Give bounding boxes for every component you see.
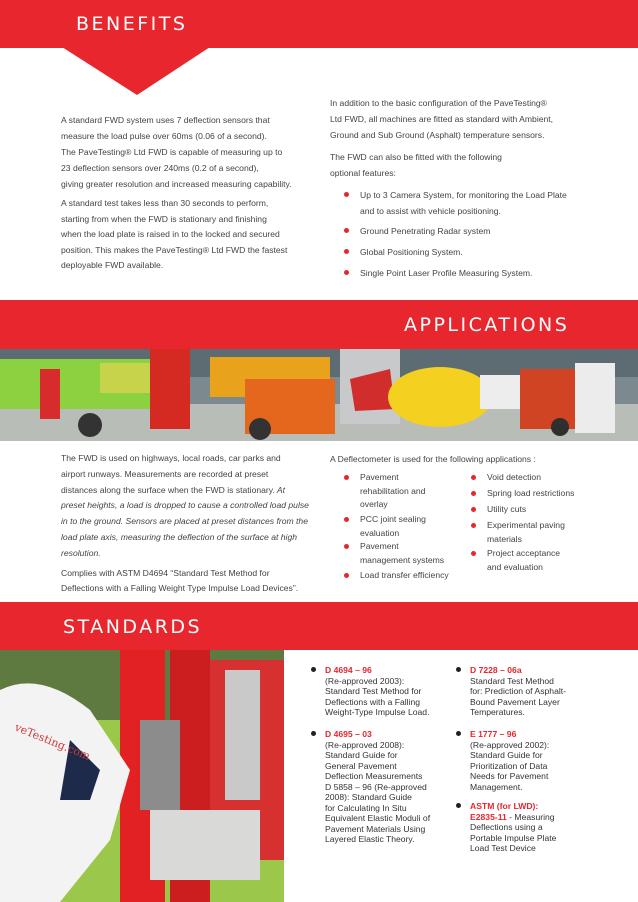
- bullet-text: Pavement: [360, 541, 399, 551]
- bullet-text: PCC joint sealing: [360, 514, 426, 524]
- bullet-text: Global Positioning System.: [360, 247, 463, 257]
- standard-line: Layered Elastic Theory.: [325, 834, 415, 844]
- paragraph-line: position. This makes the PaveTesting® Ltd FWD the fastest: [61, 244, 288, 255]
- standard-line: Standard Guide for: [325, 750, 398, 760]
- bullet-item: [487, 471, 607, 485]
- standard-code: D 4694 – 96: [325, 665, 372, 675]
- standard-line: Deflection Measurements: [325, 771, 423, 781]
- paragraph-line: The FWD can also be fitted with the following: [330, 152, 502, 162]
- photo-shirt-text: veTesting.com: [12, 720, 93, 763]
- bullet-text: Up to 3 Camera System, for monitoring the Load Plate: [360, 190, 567, 200]
- bullet-item: [360, 245, 610, 261]
- bullet-item: [360, 266, 610, 282]
- bullet-dot: [471, 475, 476, 480]
- standards-heading: STANDARDS: [63, 616, 203, 638]
- bullet-text: evaluation: [360, 527, 400, 538]
- bullet-dot: [311, 667, 316, 672]
- bullet-item: [360, 569, 465, 583]
- standard-code: D 4695 – 03: [325, 729, 372, 739]
- applications-intro: A Deflectometer is used for the following applications :: [330, 454, 536, 464]
- paragraph-line: measure the load pulse over 60ms (0.06 of a second).: [61, 131, 267, 141]
- standard-line: for Calculating In Situ: [325, 802, 407, 813]
- benefits-left-paragraph-1: [61, 112, 323, 192]
- bullet-dot: [456, 803, 461, 808]
- standard-line: for: Prediction of Asphalt-: [470, 686, 567, 696]
- bullet-text: rehabilitation and: [360, 485, 426, 496]
- bullet-item: [360, 513, 465, 540]
- standard-code: D 7228 – 06a: [470, 665, 522, 675]
- paragraph-line: airport runways. Measurements are recorded at preset: [61, 468, 269, 479]
- paragraph-line: The FWD is used on highways, local roads, car parks and: [61, 453, 281, 463]
- bullet-item: [487, 503, 607, 517]
- bullet-dot: [344, 573, 349, 578]
- bullet-dot: [344, 270, 349, 275]
- benefits-banner-pointer: [0, 47, 638, 99]
- standard-line: Deflections with a Falling: [325, 696, 421, 707]
- paragraph-line: A standard FWD system uses 7 deflection sensors that: [61, 115, 270, 125]
- bullet-text: Void detection: [487, 472, 541, 482]
- standard-item: [470, 729, 610, 792]
- paragraph-line: The PaveTesting® Ltd FWD is capable of measuring up to: [61, 147, 283, 157]
- standard-line: Standard Guide for: [470, 750, 543, 760]
- bullet-text: Pavement: [360, 472, 399, 482]
- applications-heading: APPLICATIONS: [404, 314, 570, 336]
- paragraph-line: Deflections with a Falling Weight Type Impulse Load Devices”.: [61, 583, 299, 593]
- standard-line: (Re-approved 2002):: [470, 739, 550, 750]
- standard-line: Weight-Type Impulse Load.: [325, 707, 430, 717]
- standard-line: Pavement Materials Using: [325, 823, 426, 834]
- paragraph-line: distances along the surface when the FWD is stationary. At: [61, 484, 286, 495]
- standard-code: E2835-11: [470, 811, 507, 822]
- standard-line: Deflections using a: [470, 822, 543, 832]
- paragraph-line: Complies with ASTM D4694 “Standard Test Method for: [61, 568, 270, 578]
- bullet-text: Single Point Laser Profile Measuring System.: [360, 268, 533, 278]
- bullet-dot: [456, 731, 461, 736]
- paragraph-line: optional features:: [330, 168, 396, 178]
- paragraph-italic: At: [274, 484, 286, 495]
- benefits-right-paragraph-2: [330, 149, 620, 181]
- bullet-text: and to assist with vehicle positioning.: [360, 205, 501, 216]
- applications-left-paragraph-1: [61, 451, 323, 562]
- bullet-dot: [344, 475, 349, 480]
- standard-line: Bound Pavement Layer: [470, 696, 560, 707]
- bullet-text: Spring load restrictions: [487, 488, 575, 498]
- paragraph-line-italic: preset heights, a load is dropped to cause a controlled load pulse: [61, 500, 309, 511]
- standard-line: Portable Impulse Plate: [470, 832, 557, 843]
- paragraph-line: Ground and Sub Ground (Asphalt) temperature sensors.: [330, 130, 545, 140]
- bullet-dot: [471, 491, 476, 496]
- paragraph-line: A standard test takes less than 30 seconds to perform,: [61, 198, 269, 208]
- paragraph-line: 23 deflection sensors over 240ms (0.2 of a second),: [61, 163, 259, 173]
- paragraph-line: starting from when the FWD is stationary and finishing: [61, 213, 267, 224]
- standard-line: D 5858 – 96 (Re-approved: [325, 781, 427, 792]
- standard-line: General Pavement: [325, 760, 397, 771]
- standard-code: E 1777 – 96: [470, 729, 517, 739]
- standard-line: (Re-approved 2003):: [325, 675, 405, 686]
- bullet-dot: [344, 517, 349, 522]
- bullet-item: [360, 224, 610, 240]
- bullet-text: Ground Penetrating Radar system: [360, 226, 491, 236]
- bullet-dot: [471, 507, 476, 512]
- standard-line: Load Test Device: [470, 843, 536, 853]
- bullet-text: Utility cuts: [487, 504, 527, 514]
- standard-line: Standard Test Method for: [325, 686, 422, 696]
- standard-line: E2835-11 - Measuring: [470, 811, 555, 822]
- bullet-item: [487, 487, 607, 501]
- standard-line: Management.: [470, 781, 523, 792]
- bullet-item: [360, 540, 465, 567]
- benefits-heading: BENEFITS: [76, 13, 188, 35]
- bullet-item: [360, 471, 465, 512]
- bullet-text: management systems: [360, 554, 445, 565]
- bullet-item: [487, 547, 607, 574]
- bullet-dot: [311, 731, 316, 736]
- bullet-item: [487, 519, 607, 546]
- bullet-dot: [471, 523, 476, 528]
- applications-photo: [0, 349, 638, 441]
- bullet-dot: [344, 249, 349, 254]
- bullet-text: materials: [487, 533, 522, 544]
- paragraph-line: deployable FWD available.: [61, 260, 164, 270]
- standard-line: Needs for Pavement: [470, 771, 549, 781]
- bullet-dot: [344, 544, 349, 549]
- paragraph-line: In addition to the basic configuration of the PaveTesting®: [330, 98, 548, 108]
- paragraph-line: when the load plate is raised in to the locked and secured: [61, 229, 280, 239]
- bullet-dot: [471, 551, 476, 556]
- standard-line: Prioritization of Data: [470, 760, 548, 771]
- paragraph-line-italic: load plate axis, measuring the deflection of the surface at high: [61, 531, 297, 542]
- standard-line: Temperatures.: [470, 707, 525, 717]
- standard-item: [470, 665, 610, 718]
- paragraph-line-italic: in to the ground. Sensors are placed at preset distances from the: [61, 516, 308, 527]
- applications-left-paragraph-2: [61, 566, 323, 596]
- bullet-text: Project acceptance: [487, 548, 561, 558]
- standard-code: ASTM (for LWD):: [470, 801, 539, 811]
- standard-line: Equivalent Elastic Moduli of: [325, 813, 431, 823]
- standard-item: [470, 801, 610, 854]
- standard-item: [325, 665, 465, 718]
- benefits-right-paragraph-1: [330, 95, 620, 143]
- standard-line: Standard Test Method: [470, 675, 554, 686]
- bullet-text: Load transfer efficiency: [360, 570, 449, 580]
- paragraph-line-italic: resolution.: [61, 547, 101, 558]
- paragraph-line: giving greater resolution and increased measuring capability.: [61, 179, 292, 189]
- bullet-dot: [344, 192, 349, 197]
- bullet-dot: [456, 667, 461, 672]
- bullet-item: [360, 188, 610, 219]
- benefits-left-paragraph-2: [61, 196, 323, 274]
- standard-line: (Re-approved 2008):: [325, 739, 405, 750]
- paragraph-line: Ltd FWD, all machines are fitted as standard with Ambient,: [330, 114, 554, 124]
- bullet-dot: [344, 228, 349, 233]
- standard-item: [325, 729, 465, 845]
- bullet-text: and evaluation: [487, 561, 543, 572]
- standards-photo: [0, 650, 284, 902]
- standard-line: 2008): Standard Guide: [325, 792, 412, 802]
- bullet-text: Experimental paving: [487, 520, 565, 530]
- bullet-text: overlay: [360, 499, 388, 509]
